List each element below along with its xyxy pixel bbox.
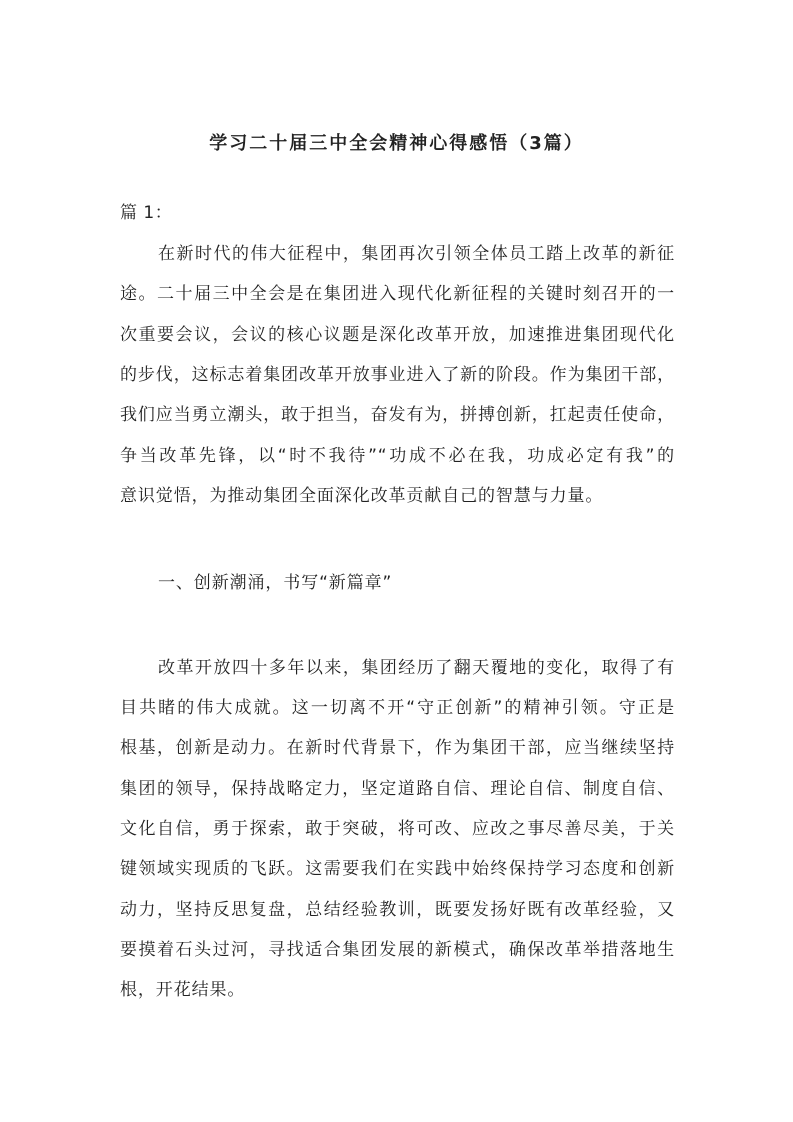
paragraph-line: 的步伐，这标志着集团改革开放事业进入了新的阶段。作为集团干部， [120,365,675,385]
paragraph-line: 动力，坚持反思复盘，总结经验教训，既要发扬好既有改革经验，又 [120,900,675,920]
paragraph-line: 改革开放四十多年以来，集团经历了翻天覆地的变化，取得了有 [158,658,675,678]
paragraph-line: 意识觉悟，为推动集团全面深化改革贡献自己的智慧与力量。 [120,486,604,506]
paragraph-line: 我们应当勇立潮头，敢于担当，奋发有为，拼搏创新，扛起责任使命， [120,405,675,425]
paragraph-line: 文化自信，勇于探索，敢于突破，将可改、应改之事尽善尽美，于关 [120,819,675,839]
paragraph-line: 次重要会议，会议的核心议题是深化改革开放，加速推进集团现代化 [120,325,675,345]
paragraph-line: 在新时代的伟大征程中，集团再次引领全体员工踏上改革的新征 [158,244,675,264]
paragraph-line: 目共睹的伟大成就。这一切离不开“守正创新”的精神引领。守正是 [120,698,675,718]
paragraph-line: 要摸着石头过河，寻找适合集团发展的新模式，确保改革举措落地生 [120,940,675,960]
paragraph-line: 途。二十届三中全会是在集团进入现代化新征程的关键时刻召开的一 [120,284,675,304]
paragraph-line: 争当改革先锋，以“时不我待”“功成不必在我，功成必定有我”的 [120,446,675,466]
paragraph-line: 根基，创新是动力。在新时代背景下，作为集团干部，应当继续坚持 [120,738,675,758]
paragraph-line: 键领域实现质的飞跃。这需要我们在实践中始终保持学习态度和创新 [120,859,675,879]
document-title: 学习二十届三中全会精神心得感悟（3篇） [209,133,584,154]
paragraph-line: 根，开花结果。 [120,980,246,1000]
section-heading: 一、创新潮涌，书写“新篇章” [158,573,393,593]
paragraph-line: 集团的领导，保持战略定力，坚定道路自信、理论自信、制度自信、 [120,779,675,799]
part-label: 篇 1： [120,203,173,223]
